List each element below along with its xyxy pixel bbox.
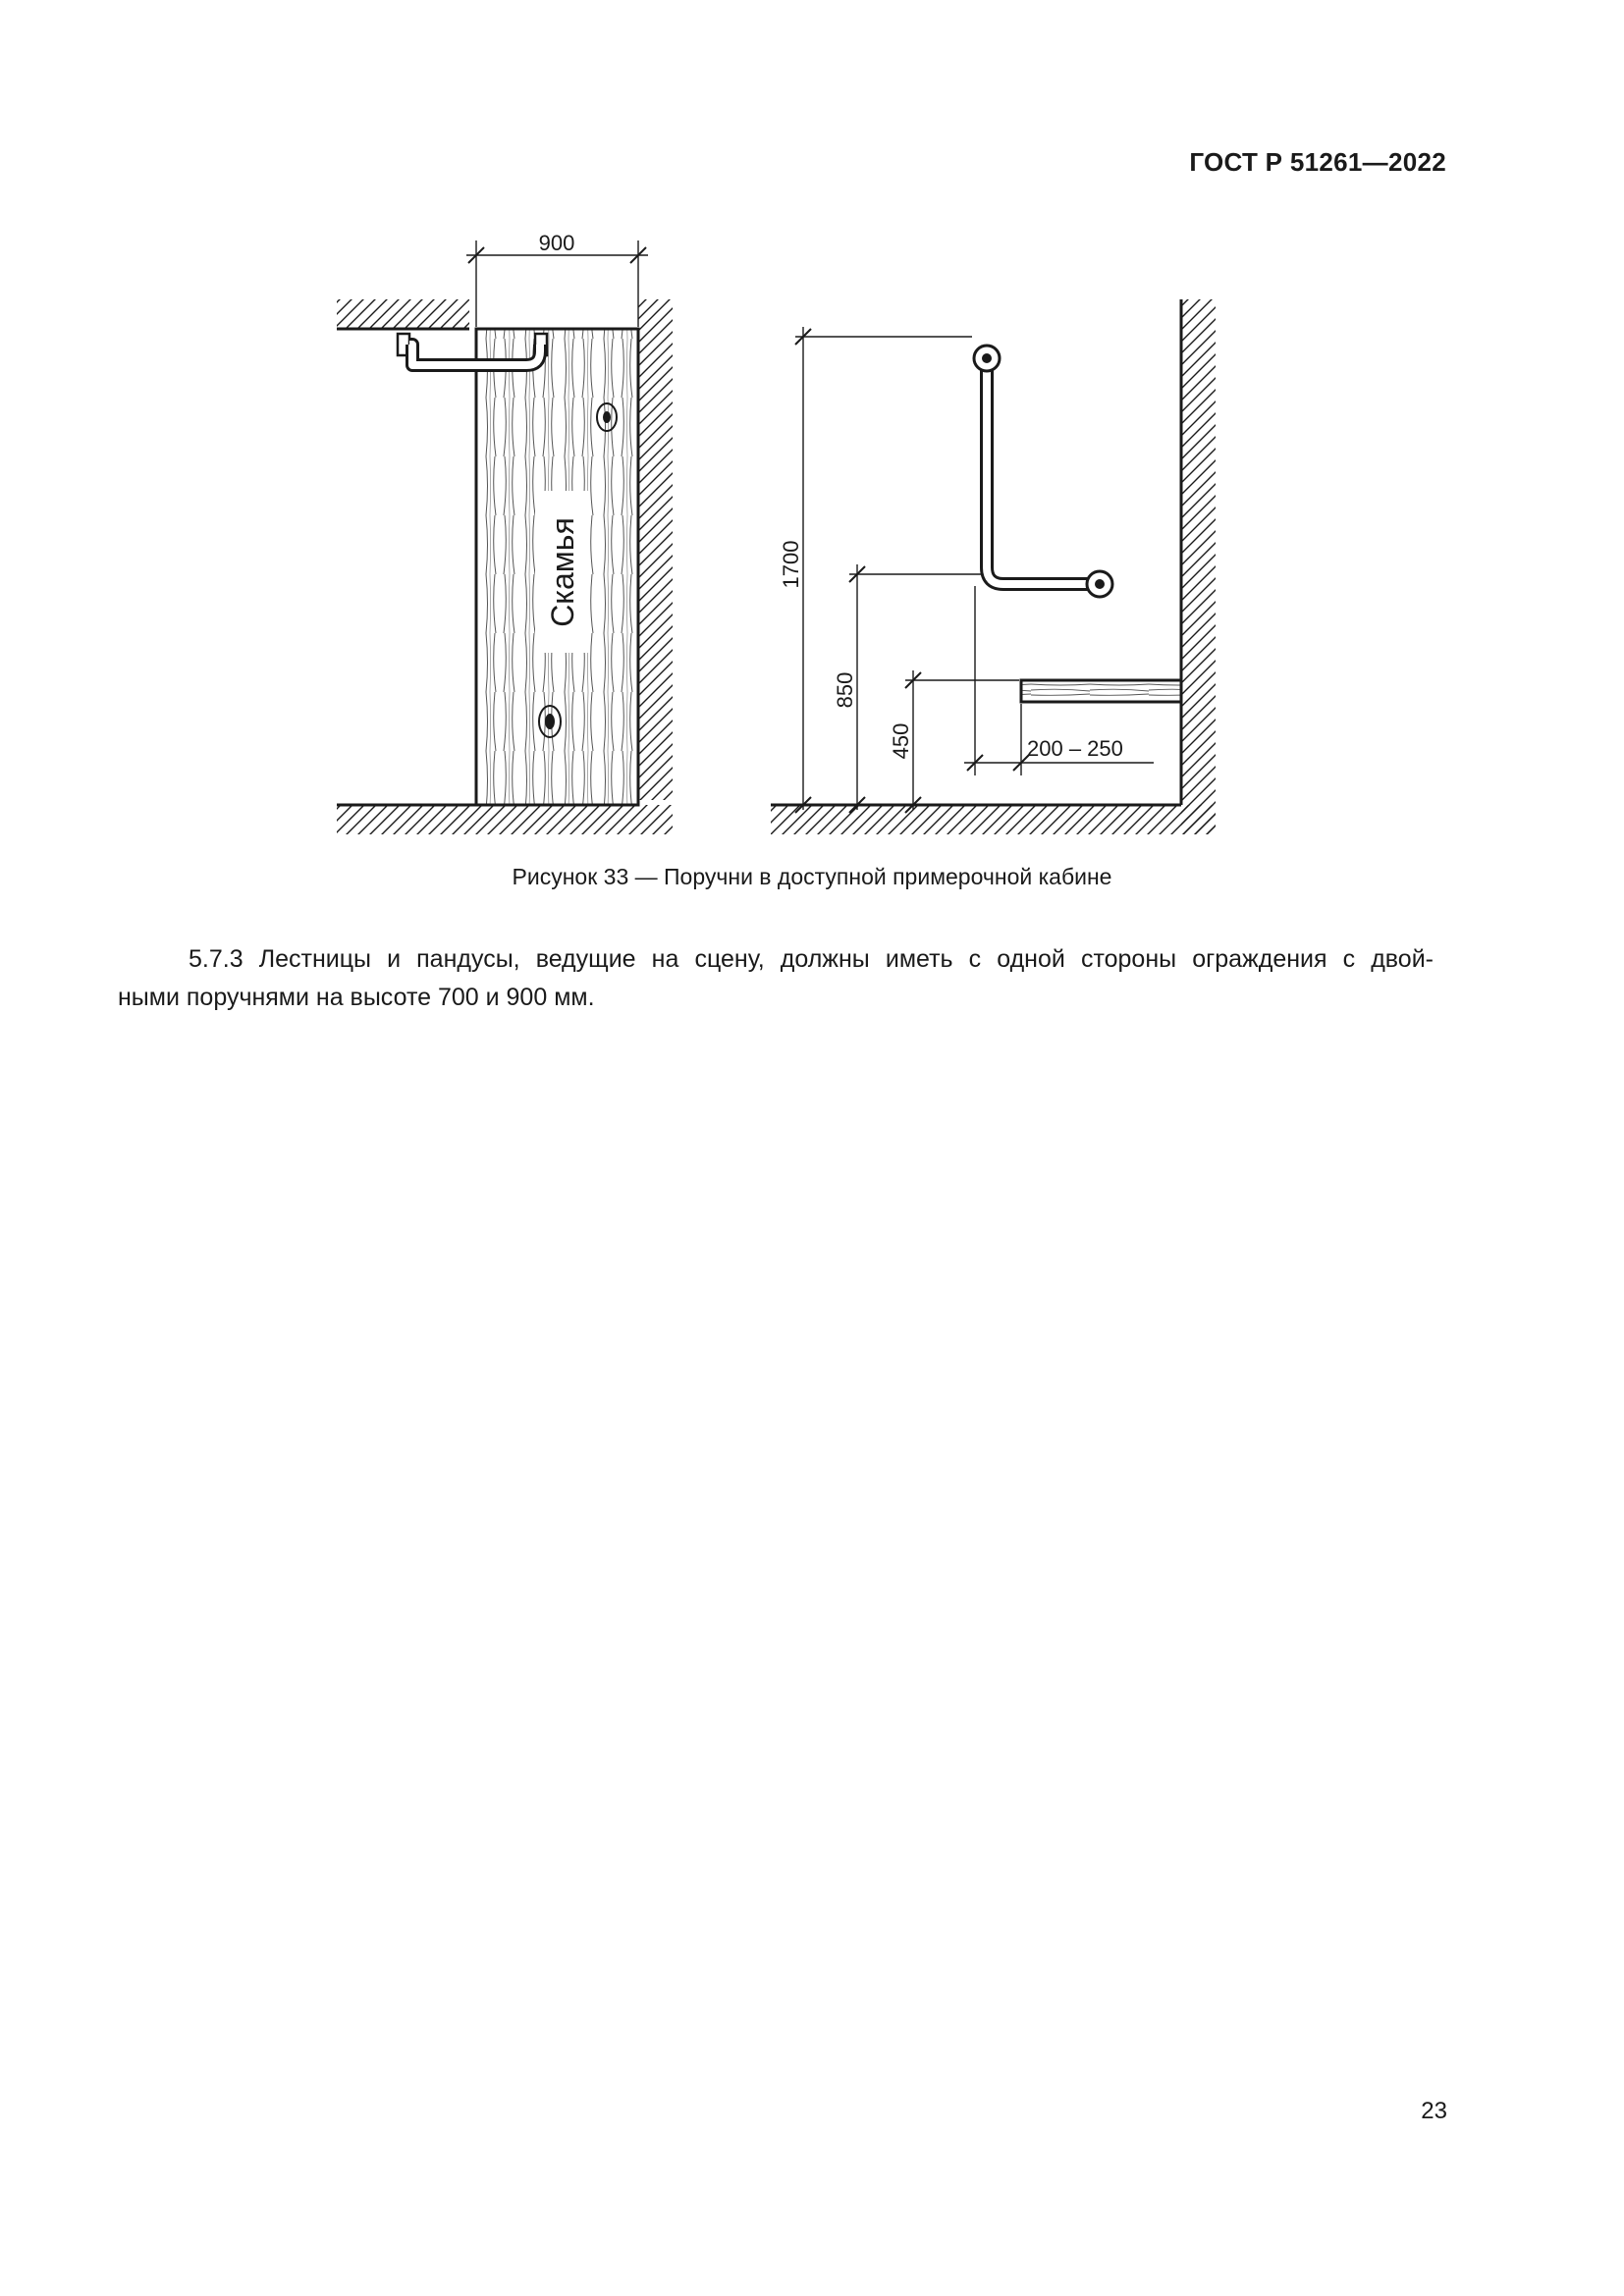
document-code: ГОСТ Р 51261—2022 — [1189, 147, 1446, 177]
floor-hatch-left — [337, 805, 673, 834]
figure-caption: Рисунок 33 — Поручни в доступной примерочной кабине — [512, 864, 1112, 889]
dimension-1700: 1700 — [779, 540, 803, 589]
seat — [1021, 680, 1181, 702]
paragraph-line-1: 5.7.3 Лестницы и пандусы, ведущие на сцену, должны иметь с одной стороны ограждения с двой- — [189, 945, 1434, 973]
paragraph-line-2: ными поручнями на высоте 700 и 900 мм. — [118, 984, 595, 1011]
floor-hatch-right — [771, 805, 1216, 834]
bench-label: Скамья — [545, 517, 580, 627]
page-number: 23 — [1421, 2098, 1447, 2124]
dimension-850: 850 — [833, 671, 857, 709]
wall-hatch-right — [1181, 299, 1216, 834]
dimension-450: 450 — [889, 722, 913, 760]
paragraph-5-7-3 — [118, 940, 1434, 1017]
figure-33 — [324, 221, 1237, 849]
dimension-900: 900 — [538, 231, 575, 255]
wall-hatch-right-left — [638, 299, 673, 800]
left-view — [337, 231, 673, 834]
dimension-200-250: 200 – 250 — [1027, 736, 1123, 761]
wall-hatch-top-left — [337, 299, 469, 329]
figure-drawing — [324, 221, 1237, 849]
handrail-l-shaped — [987, 356, 1098, 584]
right-view — [771, 299, 1216, 834]
